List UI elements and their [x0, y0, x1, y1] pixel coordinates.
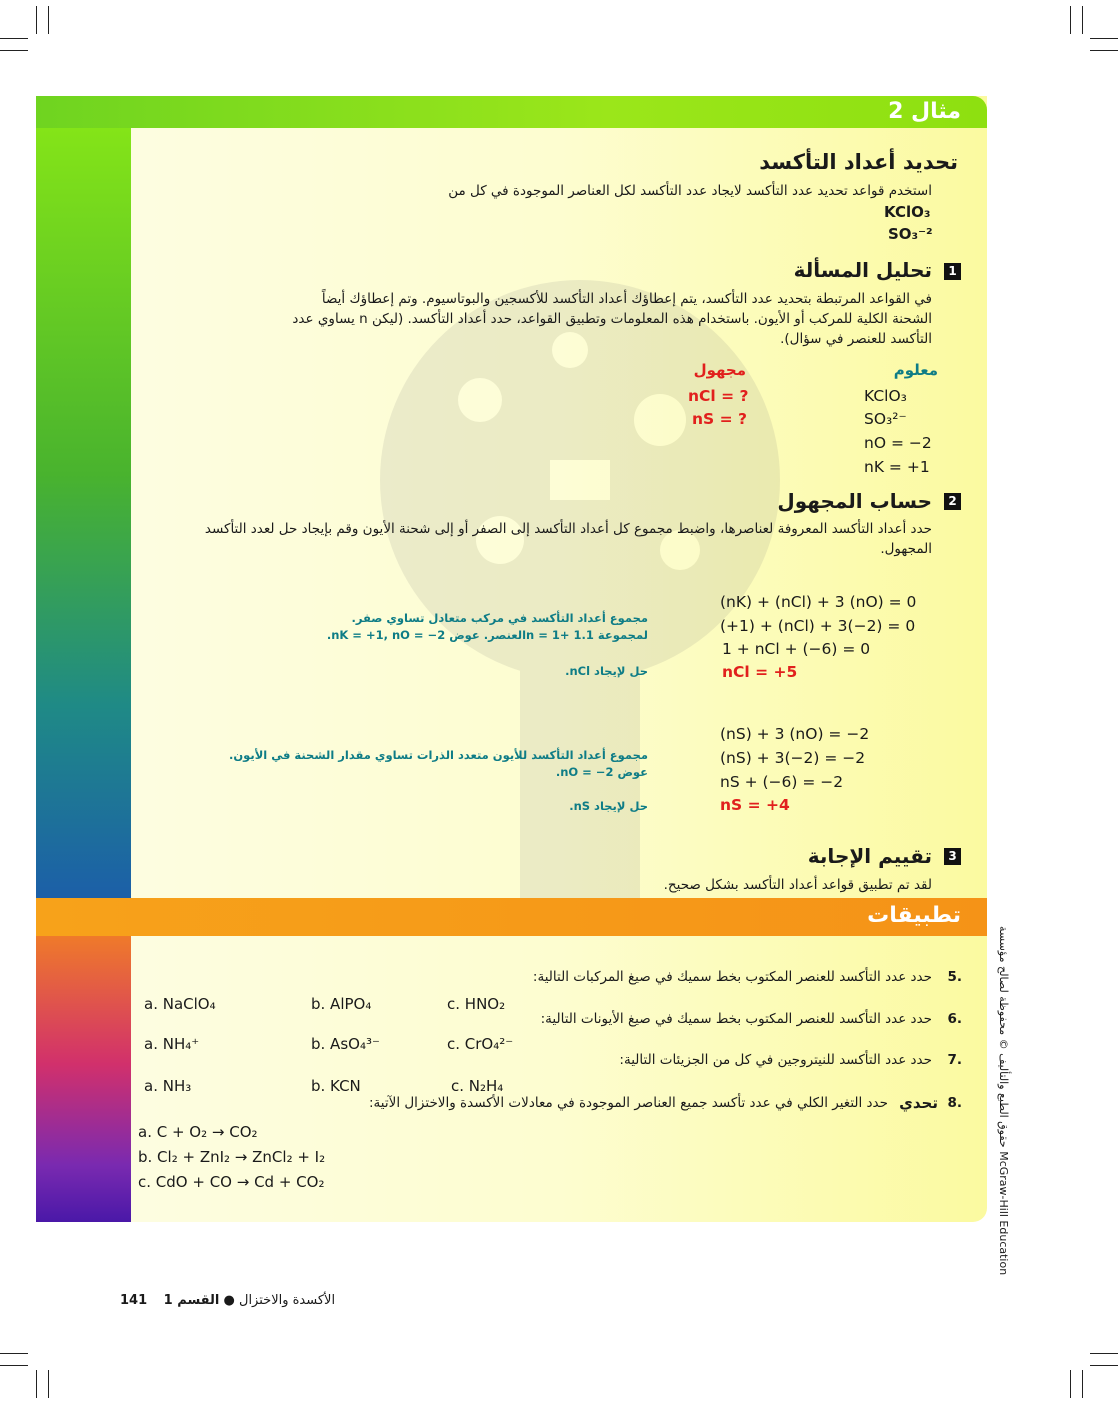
crop-mark [1090, 1365, 1118, 1366]
compound-2: SO₃⁻² [888, 225, 933, 243]
step-1-title: تحليل المسألة [793, 258, 932, 282]
crop-mark [48, 1370, 49, 1398]
question-number: .7 [947, 1052, 962, 1068]
crop-mark [1070, 6, 1071, 34]
step-3-number: 3 [944, 848, 961, 865]
crop-mark [48, 6, 49, 34]
example-title: تحديد أعداد التأكسد [759, 150, 958, 174]
known-label: معلوم [893, 361, 938, 379]
applications-title: تطبيقات [867, 903, 961, 928]
equation-note: حل لإيجاد nCl. [565, 664, 648, 678]
step-2-text: حدد أعداد التأكسد المعروفة لعناصرها، واضبط مجموع كل أعداد التأكسد إلى الصفر أو إلى شحنة الأيون وقم بإيجاد حل لعدد التأكسد المجهول. [204, 521, 932, 557]
equation-result: nCl = +5 [722, 663, 798, 681]
compound-1: KClO₃ [884, 203, 931, 221]
equation-note: لمجموعة 1.1 +1 = nالعنصر. عوض nK = +1, nO = −2. [326, 628, 648, 642]
step-2-number: 2 [944, 493, 961, 510]
applications-header [36, 898, 987, 936]
question-number: .8 [947, 1095, 962, 1111]
question-number: .5 [947, 969, 962, 985]
crop-mark [1090, 1353, 1118, 1354]
unknown-item: nS = ? [692, 410, 747, 428]
crop-mark [1082, 6, 1083, 34]
answer-option: c. HNO₂ [447, 995, 506, 1013]
answer-option: b. Cl₂ + ZnI₂ → ZnCl₂ + I₂ [138, 1148, 326, 1166]
question-text: حدد عدد التأكسد للنيتروجين في كل من الجزيئات التالية: [619, 1052, 932, 1068]
footer-topic: الأكسدة والاختزال [239, 1293, 336, 1308]
equation-result: nS = +4 [720, 796, 790, 814]
step-1-text: في القواعد المرتبطة بتحديد عدد التأكسد، يتم إعطاؤك أعداد التأكسد للأكسجين والبوتاسيوم. وتم إعطاؤك أيضاً الشحنة الكلية للمركب أو الأيون. باستخدام هذه المعلومات وتطبيق القواعد، حدد أعداد التأكسد. (ليكن n يساوي عدد التأكسد للعنصر في سؤال). [292, 291, 932, 347]
crop-mark [0, 1365, 28, 1366]
question-text: حدد عدد التأكسد للعنصر المكتوب بخط سميك في صيغ المركبات التالية: [532, 969, 932, 985]
answer-option: b. AlPO₄ [311, 995, 372, 1013]
step-1-number: 1 [944, 263, 961, 280]
crop-mark [36, 1370, 37, 1398]
answer-option: a. NH₄⁺ [144, 1035, 200, 1053]
question-text: حدد التغير الكلي في عدد تأكسد جميع العناصر الموجودة في معادلات الأكسدة والاختزال الآتية: [369, 1095, 888, 1111]
answer-option: b. KCN [311, 1077, 361, 1095]
known-item: SO₃²⁻ [864, 410, 907, 428]
unknown-item: nCl = ? [688, 387, 749, 405]
crop-mark [1090, 38, 1118, 39]
step-3-title: تقييم الإجابة [807, 844, 932, 868]
equation-line: (nS) + 3(−2) = −2 [720, 749, 866, 767]
page-footer [120, 1293, 335, 1308]
equation-note: حل لإيجاد nS. [569, 799, 648, 813]
equation-line: 1 + nCl + (−6) = 0 [722, 640, 871, 658]
page-number: 141 [120, 1293, 148, 1308]
equation-note: مجموع أعداد التأكسد في مركب متعادل تساوي صفر. [351, 611, 648, 625]
equation-note: مجموع أعداد التأكسد للأيون متعدد الذرات تساوي مقدار الشحنة في الأيون. [228, 748, 648, 762]
answer-option: a. NaClO₄ [144, 995, 216, 1013]
step-3-text: لقد تم تطبيق قواعد أعداد التأكسد بشكل صحيح. [663, 877, 932, 893]
crop-mark [0, 38, 28, 39]
crop-mark [1082, 1370, 1083, 1398]
answer-option: a. NH₃ [144, 1077, 192, 1095]
known-item: nO = −2 [864, 434, 932, 452]
known-item: nK = +1 [864, 458, 930, 476]
crop-mark [0, 1353, 28, 1354]
crop-mark [0, 50, 28, 51]
gradient-strip [36, 936, 131, 1222]
answer-option: c. CrO₄²⁻ [447, 1035, 514, 1053]
example-intro: استخدم قواعد تحديد عدد التأكسد لايجاد عدد التأكسد لكل العناصر الموجودة في كل من [448, 183, 932, 199]
equation-note: عوض nO = −2. [555, 765, 648, 779]
crop-mark [36, 6, 37, 34]
answer-option: a. C + O₂ → CO₂ [138, 1123, 258, 1141]
copyright-side-text: حقوق الطبع والتأليف © محفوظة لصالح مؤسسة McGraw-Hill Education [997, 926, 1010, 1276]
question-number: .6 [947, 1011, 962, 1027]
equation-line: (+1) + (nCl) + 3(−2) = 0 [720, 617, 916, 635]
equation-line: (nS) + 3 (nO) = −2 [720, 725, 870, 743]
equation-line: (nK) + (nCl) + 3 (nO) = 0 [720, 593, 917, 611]
challenge-label: تحدي [899, 1094, 938, 1112]
answer-option: c. CdO + CO → Cd + CO₂ [138, 1173, 325, 1191]
answer-option: b. AsO₄³⁻ [311, 1035, 380, 1053]
crop-mark [1090, 50, 1118, 51]
known-item: KClO₃ [864, 387, 907, 405]
example-header [36, 96, 987, 128]
unknown-label: مجهول [693, 361, 746, 379]
equation-line: nS + (−6) = −2 [720, 773, 844, 791]
example-label: مثال 2 [888, 99, 961, 124]
footer-section: القسم 1 [163, 1293, 220, 1308]
footer-bullet: ● [223, 1293, 235, 1308]
crop-mark [1070, 1370, 1071, 1398]
question-text: حدد عدد التأكسد للعنصر المكتوب بخط سميك في صيغ الأيونات التالية: [540, 1011, 932, 1027]
gradient-strip [36, 128, 131, 898]
step-2-title: حساب المجهول [777, 489, 932, 513]
answer-option: c. N₂H₄ [451, 1077, 504, 1095]
